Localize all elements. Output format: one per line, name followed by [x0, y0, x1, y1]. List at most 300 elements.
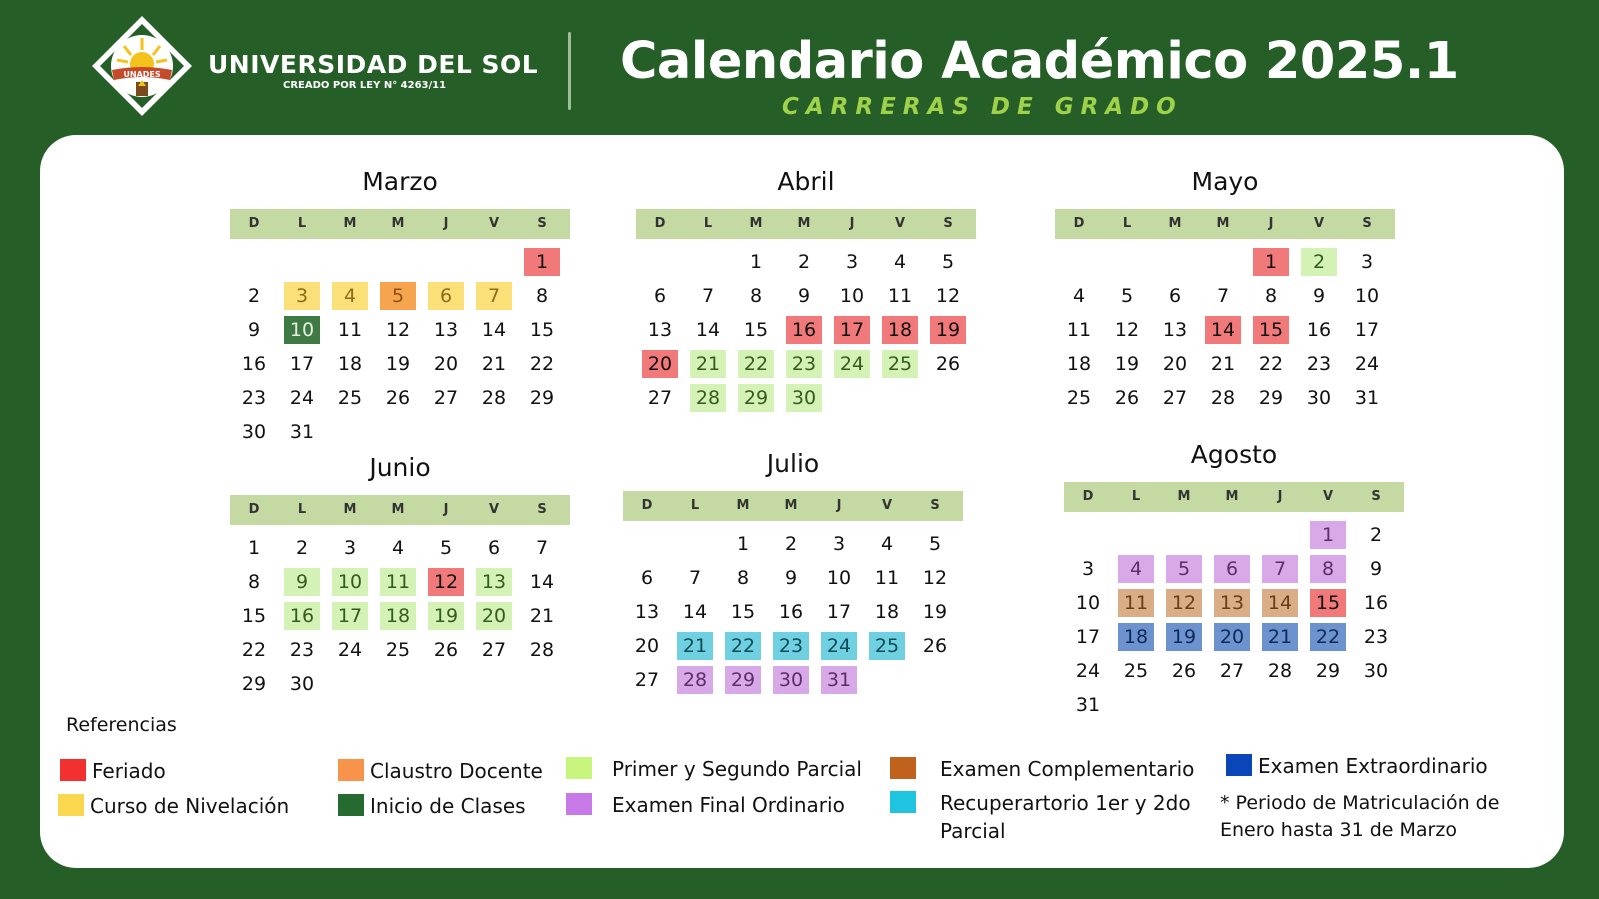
- day-cell: [1352, 552, 1400, 586]
- day-number: 12: [1114, 319, 1140, 341]
- day-cell: [815, 663, 863, 697]
- weekday-header: S: [930, 498, 940, 513]
- weekday-header: L: [1122, 216, 1132, 231]
- weekday-header: M: [736, 498, 750, 513]
- day-number: 24: [834, 350, 870, 378]
- day-number: 10: [1075, 592, 1101, 614]
- day-cell: [767, 663, 815, 697]
- day-cell: [470, 633, 518, 667]
- day-number: 15: [743, 319, 769, 341]
- day-cell: [1112, 586, 1160, 620]
- header: [0, 0, 1599, 135]
- legend-label-line: Parcial: [940, 819, 1006, 843]
- day-number: 28: [529, 639, 555, 661]
- day-number: 15: [1310, 589, 1346, 617]
- day-cell: [1208, 552, 1256, 586]
- day-number: 17: [289, 353, 315, 375]
- day-number: 15: [1253, 316, 1289, 344]
- day-number: 21: [1210, 353, 1236, 375]
- day-cell: [1064, 688, 1112, 722]
- day-cell: [518, 245, 566, 279]
- day-number: 1: [524, 248, 560, 276]
- day-cell: [230, 667, 278, 701]
- day-cell: [1352, 518, 1400, 552]
- day-number: 13: [647, 319, 673, 341]
- day-number: 17: [1354, 319, 1380, 341]
- day-number: 8: [247, 571, 261, 593]
- day-number: 14: [1262, 589, 1298, 617]
- day-number: 6: [1168, 285, 1182, 307]
- day-cell: [1160, 586, 1208, 620]
- day-number: 11: [1118, 589, 1154, 617]
- day-number: 18: [874, 601, 900, 623]
- day-cell: [623, 629, 671, 663]
- day-cell: [780, 313, 828, 347]
- legend-swatch: [58, 794, 84, 816]
- month-abril: [636, 165, 976, 415]
- day-number: 11: [380, 568, 416, 596]
- day-cell: [374, 381, 422, 415]
- month-title: Abril: [777, 167, 835, 196]
- day-number: 6: [640, 567, 654, 589]
- day-number: 13: [634, 601, 660, 623]
- month-title: Junio: [369, 453, 431, 482]
- day-cell: [863, 629, 911, 663]
- day-number: 27: [647, 387, 673, 409]
- day-cell: [1151, 381, 1199, 415]
- day-number: 19: [428, 602, 464, 630]
- day-cell: [518, 565, 566, 599]
- day-cell: [684, 313, 732, 347]
- weekday-header: S: [943, 216, 953, 231]
- day-number: 5: [1166, 555, 1202, 583]
- day-number: 31: [1075, 694, 1101, 716]
- day-cell: [1343, 279, 1391, 313]
- day-number: 4: [893, 251, 907, 273]
- weekday-header: S: [537, 216, 547, 231]
- day-cell: [1352, 620, 1400, 654]
- day-number: 10: [1354, 285, 1380, 307]
- day-cell: [1343, 245, 1391, 279]
- day-number: 18: [337, 353, 363, 375]
- day-grid: [1064, 518, 1404, 722]
- day-cell: [684, 279, 732, 313]
- day-cell: [636, 347, 684, 381]
- empty-cell: [623, 527, 671, 561]
- day-grid: [230, 245, 570, 449]
- empty-cell: [1208, 518, 1256, 552]
- day-number: 18: [380, 602, 416, 630]
- day-cell: [278, 531, 326, 565]
- day-number: 14: [481, 319, 507, 341]
- day-cell: [518, 313, 566, 347]
- day-cell: [518, 347, 566, 381]
- weekday-header: J: [1277, 489, 1283, 504]
- day-cell: [828, 245, 876, 279]
- day-grid: [636, 245, 976, 415]
- day-cell: [470, 599, 518, 633]
- weekday-header: L: [1131, 489, 1141, 504]
- day-cell: [470, 279, 518, 313]
- day-cell: [1199, 279, 1247, 313]
- day-cell: [230, 347, 278, 381]
- day-number: 23: [773, 632, 809, 660]
- month-mayo: [1055, 165, 1395, 415]
- day-cell: [1247, 313, 1295, 347]
- empty-cell: [1112, 518, 1160, 552]
- empty-cell: [636, 245, 684, 279]
- empty-cell: [374, 245, 422, 279]
- day-number: 30: [1306, 387, 1332, 409]
- day-cell: [719, 595, 767, 629]
- day-number: 6: [487, 537, 501, 559]
- day-number: 21: [1262, 623, 1298, 651]
- day-cell: [671, 595, 719, 629]
- day-cell: [815, 527, 863, 561]
- weekday-header: L: [297, 502, 307, 517]
- legend-label: Feriado: [92, 759, 166, 783]
- day-number: 25: [337, 387, 363, 409]
- day-cell: [326, 381, 374, 415]
- day-cell: [230, 279, 278, 313]
- day-cell: [1055, 347, 1103, 381]
- university-logo: [90, 14, 194, 118]
- weekday-header: M: [1177, 489, 1191, 504]
- day-cell: [924, 279, 972, 313]
- day-number: 20: [1214, 623, 1250, 651]
- weekday-header-row: [1055, 209, 1395, 239]
- day-cell: [876, 313, 924, 347]
- day-cell: [924, 313, 972, 347]
- weekday-header: V: [881, 498, 893, 513]
- month-marzo: [230, 165, 570, 449]
- day-cell: [863, 561, 911, 595]
- day-number: 14: [695, 319, 721, 341]
- day-cell: [1055, 313, 1103, 347]
- day-cell: [1055, 279, 1103, 313]
- day-cell: [278, 667, 326, 701]
- day-number: 25: [1066, 387, 1092, 409]
- weekday-header: M: [797, 216, 811, 231]
- day-number: 26: [1114, 387, 1140, 409]
- day-cell: [422, 313, 470, 347]
- day-cell: [1304, 654, 1352, 688]
- day-number: 13: [1214, 589, 1250, 617]
- day-cell: [623, 663, 671, 697]
- weekday-header: D: [654, 216, 666, 231]
- day-number: 27: [433, 387, 459, 409]
- day-number: 2: [784, 533, 798, 555]
- day-cell: [911, 595, 959, 629]
- legend-recuperatorio: [890, 790, 1191, 844]
- day-number: 13: [1162, 319, 1188, 341]
- day-cell: [1151, 347, 1199, 381]
- day-cell: [326, 313, 374, 347]
- day-cell: [719, 629, 767, 663]
- day-number: 25: [1123, 660, 1149, 682]
- day-number: 26: [433, 639, 459, 661]
- weekday-header: S: [1371, 489, 1381, 504]
- weekday-header-row: [230, 495, 570, 525]
- day-cell: [518, 279, 566, 313]
- day-cell: [374, 279, 422, 313]
- day-cell: [278, 381, 326, 415]
- day-cell: [230, 313, 278, 347]
- day-cell: [1247, 245, 1295, 279]
- weekday-header: M: [1168, 216, 1182, 231]
- day-cell: [326, 565, 374, 599]
- day-number: 4: [332, 282, 368, 310]
- day-cell: [1256, 620, 1304, 654]
- weekday-header: D: [641, 498, 653, 513]
- day-number: 9: [247, 319, 261, 341]
- weekday-header: J: [849, 216, 855, 231]
- day-cell: [278, 599, 326, 633]
- day-number: 1: [736, 533, 750, 555]
- day-number: 19: [1114, 353, 1140, 375]
- legend-swatch: [566, 793, 592, 815]
- day-number: 4: [391, 537, 405, 559]
- month-title: Marzo: [362, 167, 438, 196]
- day-cell: [767, 629, 815, 663]
- weekday-header: V: [488, 216, 500, 231]
- day-cell: [374, 313, 422, 347]
- day-cell: [1247, 279, 1295, 313]
- day-number: 7: [701, 285, 715, 307]
- day-number: 2: [247, 285, 261, 307]
- day-cell: [326, 347, 374, 381]
- weekday-header-row: [636, 209, 976, 239]
- day-number: 5: [439, 537, 453, 559]
- legend-label: Examen Extraordinario: [1258, 754, 1488, 778]
- empty-cell: [684, 245, 732, 279]
- day-cell: [719, 561, 767, 595]
- legend-label: Examen Complementario: [940, 757, 1195, 781]
- day-cell: [1295, 313, 1343, 347]
- day-cell: [230, 531, 278, 565]
- day-number: 21: [677, 632, 713, 660]
- day-cell: [1256, 552, 1304, 586]
- day-cell: [278, 279, 326, 313]
- day-number: 18: [882, 316, 918, 344]
- day-cell: [470, 531, 518, 565]
- empty-cell: [1103, 245, 1151, 279]
- day-number: 26: [1171, 660, 1197, 682]
- day-cell: [636, 381, 684, 415]
- university-name: UNIVERSIDAD DEL SOL: [208, 50, 539, 79]
- day-cell: [1208, 620, 1256, 654]
- day-number: 17: [834, 316, 870, 344]
- day-cell: [1112, 620, 1160, 654]
- day-cell: [780, 381, 828, 415]
- day-cell: [671, 561, 719, 595]
- day-number: 7: [535, 537, 549, 559]
- day-number: 3: [845, 251, 859, 273]
- day-number: 15: [730, 601, 756, 623]
- weekday-header: J: [836, 498, 842, 513]
- day-cell: [623, 561, 671, 595]
- day-number: 26: [385, 387, 411, 409]
- weekday-header: M: [784, 498, 798, 513]
- weekday-header: D: [248, 216, 260, 231]
- day-cell: [374, 565, 422, 599]
- day-number: 23: [786, 350, 822, 378]
- day-number: 18: [1066, 353, 1092, 375]
- day-cell: [767, 561, 815, 595]
- day-grid: [230, 531, 570, 701]
- day-number: 3: [1360, 251, 1374, 273]
- day-number: 3: [284, 282, 320, 310]
- legend-inicio-clases: [338, 793, 526, 819]
- day-cell: [278, 415, 326, 449]
- legend-swatch: [338, 759, 364, 781]
- day-number: 16: [778, 601, 804, 623]
- day-number: 23: [289, 639, 315, 661]
- weekday-header: M: [391, 216, 405, 231]
- day-number: 19: [930, 316, 966, 344]
- day-cell: [1304, 518, 1352, 552]
- day-cell: [230, 381, 278, 415]
- day-number: 28: [481, 387, 507, 409]
- day-cell: [374, 633, 422, 667]
- day-cell: [422, 531, 470, 565]
- day-cell: [1160, 620, 1208, 654]
- day-number: 15: [241, 605, 267, 627]
- day-cell: [1055, 381, 1103, 415]
- day-grid: [623, 527, 963, 697]
- day-number: 22: [529, 353, 555, 375]
- day-cell: [1295, 245, 1343, 279]
- day-number: 6: [428, 282, 464, 310]
- legend-feriado: [60, 758, 166, 784]
- day-number: 6: [653, 285, 667, 307]
- day-number: 24: [337, 639, 363, 661]
- day-number: 2: [1369, 524, 1383, 546]
- weekday-header: D: [1073, 216, 1085, 231]
- empty-cell: [671, 527, 719, 561]
- day-number: 16: [786, 316, 822, 344]
- day-number: 5: [380, 282, 416, 310]
- month-julio: [623, 447, 963, 697]
- empty-cell: [1199, 245, 1247, 279]
- weekday-header: M: [749, 216, 763, 231]
- day-cell: [1199, 313, 1247, 347]
- day-cell: [780, 245, 828, 279]
- day-cell: [815, 595, 863, 629]
- day-cell: [326, 279, 374, 313]
- day-cell: [863, 595, 911, 629]
- day-number: 7: [476, 282, 512, 310]
- weekday-header: V: [1313, 216, 1325, 231]
- legend-swatch: [890, 757, 916, 779]
- day-number: 29: [241, 673, 267, 695]
- legend-curso-nivelacion: [58, 793, 289, 819]
- day-cell: [326, 633, 374, 667]
- day-number: 9: [784, 567, 798, 589]
- day-number: 23: [1306, 353, 1332, 375]
- legend-swatch: [566, 757, 592, 779]
- day-number: 1: [247, 537, 261, 559]
- legend-swatch: [338, 794, 364, 816]
- day-cell: [671, 663, 719, 697]
- day-cell: [876, 245, 924, 279]
- day-cell: [1064, 586, 1112, 620]
- day-number: 8: [535, 285, 549, 307]
- day-cell: [374, 347, 422, 381]
- logo-text: UNADES: [123, 70, 161, 79]
- day-cell: [924, 245, 972, 279]
- day-cell: [1343, 381, 1391, 415]
- day-number: 19: [1166, 623, 1202, 651]
- header-divider: [568, 32, 571, 110]
- day-number: 29: [1315, 660, 1341, 682]
- day-cell: [623, 595, 671, 629]
- day-cell: [422, 565, 470, 599]
- day-cell: [518, 633, 566, 667]
- weekday-header: M: [343, 216, 357, 231]
- day-number: 10: [826, 567, 852, 589]
- day-cell: [767, 527, 815, 561]
- day-cell: [518, 599, 566, 633]
- day-cell: [422, 279, 470, 313]
- day-number: 27: [1162, 387, 1188, 409]
- day-number: 20: [433, 353, 459, 375]
- day-number: 28: [1267, 660, 1293, 682]
- legend-swatch: [890, 791, 916, 813]
- day-number: 7: [1262, 555, 1298, 583]
- day-cell: [732, 381, 780, 415]
- day-cell: [636, 313, 684, 347]
- day-cell: [422, 599, 470, 633]
- day-number: 29: [529, 387, 555, 409]
- day-cell: [876, 347, 924, 381]
- day-cell: [470, 565, 518, 599]
- day-number: 17: [332, 602, 368, 630]
- weekday-header: L: [297, 216, 307, 231]
- day-cell: [278, 313, 326, 347]
- day-cell: [1256, 654, 1304, 688]
- legend-swatch: [60, 759, 86, 781]
- day-number: 18: [1118, 623, 1154, 651]
- day-number: 23: [241, 387, 267, 409]
- day-number: 30: [773, 666, 809, 694]
- day-number: 22: [738, 350, 774, 378]
- day-number: 20: [1162, 353, 1188, 375]
- day-cell: [911, 527, 959, 561]
- day-number: 13: [433, 319, 459, 341]
- day-cell: [719, 527, 767, 561]
- day-number: 1: [749, 251, 763, 273]
- day-number: 12: [935, 285, 961, 307]
- day-cell: [1208, 586, 1256, 620]
- day-cell: [422, 381, 470, 415]
- day-number: 6: [1214, 555, 1250, 583]
- day-number: 25: [385, 639, 411, 661]
- legend-label: Curso de Nivelación: [90, 794, 290, 818]
- legend-label: Inicio de Clases: [370, 794, 526, 818]
- references-title: Referencias: [66, 714, 177, 736]
- day-cell: [326, 531, 374, 565]
- day-cell: [518, 531, 566, 565]
- weekday-header: V: [488, 502, 500, 517]
- empty-cell: [1256, 518, 1304, 552]
- day-number: 29: [1258, 387, 1284, 409]
- empty-cell: [278, 245, 326, 279]
- day-number: 24: [1075, 660, 1101, 682]
- day-number: 30: [1363, 660, 1389, 682]
- day-cell: [1208, 654, 1256, 688]
- day-cell: [1343, 347, 1391, 381]
